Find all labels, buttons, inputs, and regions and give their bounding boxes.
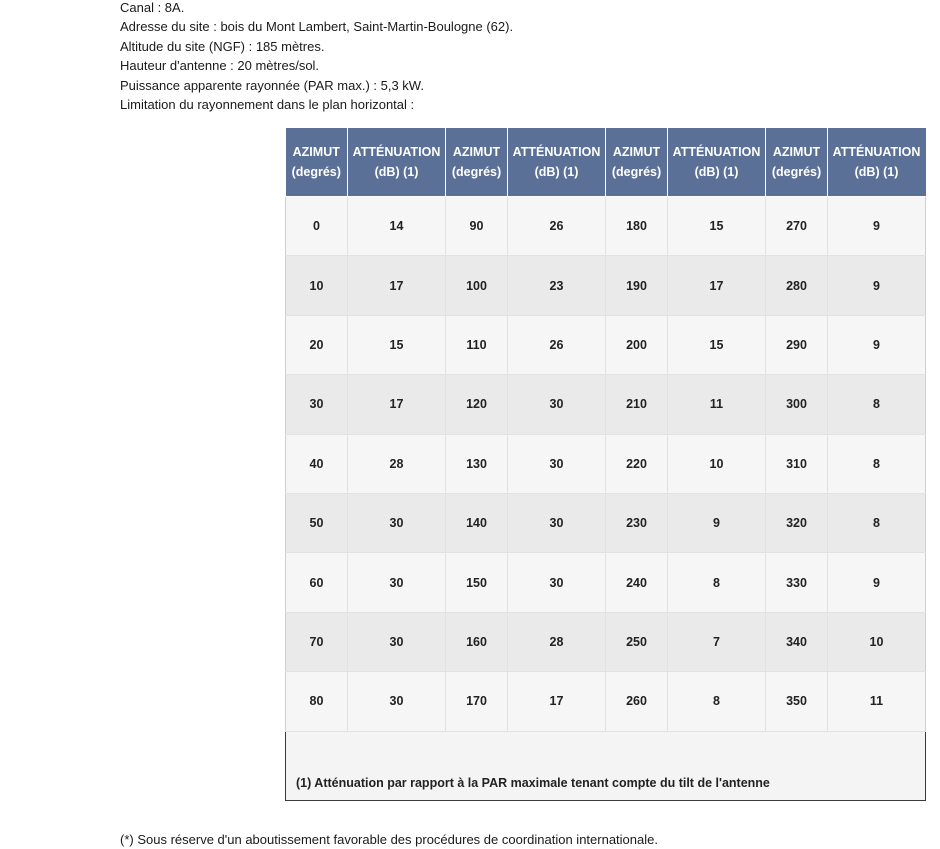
attenuation-cell: 28 bbox=[348, 434, 446, 493]
header-unit: (degrés) bbox=[611, 165, 662, 179]
header-azimut bbox=[286, 128, 348, 197]
header-unit: (degrés) bbox=[291, 165, 341, 179]
azimut-cell: 290 bbox=[766, 315, 828, 374]
attenuation-cell: 8 bbox=[668, 672, 766, 731]
azimut-cell: 300 bbox=[766, 375, 828, 434]
info-canal: Canal : 8A. bbox=[120, 0, 185, 15]
attenuation-cell: 10 bbox=[828, 612, 926, 671]
attenuation-cell: 30 bbox=[508, 434, 606, 493]
attenuation-cell: 9 bbox=[828, 553, 926, 612]
azimut-cell: 140 bbox=[446, 493, 508, 552]
attenuation-cell: 30 bbox=[508, 493, 606, 552]
site-info bbox=[120, 0, 920, 114]
table-row bbox=[286, 197, 926, 256]
header-azimut bbox=[766, 128, 828, 197]
attenuation-cell: 9 bbox=[668, 493, 766, 552]
header-label: ATTÉNUATION bbox=[672, 145, 761, 159]
attenuation-cell: 8 bbox=[828, 493, 926, 552]
info-limitation: Limitation du rayonnement dans le plan horizontal : bbox=[120, 96, 415, 112]
table-footer bbox=[286, 731, 926, 800]
attenuation-cell: 30 bbox=[348, 672, 446, 731]
header-unit: (dB) (1) bbox=[694, 165, 739, 179]
azimut-cell: 210 bbox=[606, 375, 668, 434]
azimut-cell: 350 bbox=[766, 672, 828, 731]
header-label: AZIMUT bbox=[452, 145, 501, 159]
azimut-cell: 170 bbox=[446, 672, 508, 731]
azimut-cell: 150 bbox=[446, 553, 508, 612]
note-row bbox=[286, 731, 926, 800]
azimut-cell: 130 bbox=[446, 434, 508, 493]
attenuation-cell: 8 bbox=[828, 434, 926, 493]
attenuation-cell: 15 bbox=[668, 197, 766, 256]
azimut-cell: 0 bbox=[286, 197, 348, 256]
header-label: ATTÉNUATION bbox=[352, 145, 441, 159]
azimut-cell: 100 bbox=[446, 256, 508, 315]
azimut-cell: 260 bbox=[606, 672, 668, 731]
info-altitude: Altitude du site (NGF) : 185 mètres. bbox=[120, 38, 325, 54]
header-unit: (degrés) bbox=[771, 165, 822, 179]
azimut-cell: 110 bbox=[446, 315, 508, 374]
azimut-cell: 280 bbox=[766, 256, 828, 315]
azimut-cell: 30 bbox=[286, 375, 348, 434]
header-label: AZIMUT bbox=[292, 145, 340, 159]
table-row bbox=[286, 672, 926, 731]
info-hauteur-antenne: Hauteur d'antenne : 20 mètres/sol. bbox=[120, 58, 320, 74]
azimut-cell: 10 bbox=[286, 256, 348, 315]
azimut-cell: 80 bbox=[286, 672, 348, 731]
footnote: (*) Sous réserve d'un aboutissement favorable des procédures de coordination internationale. bbox=[120, 832, 658, 847]
header-attenuation bbox=[668, 128, 766, 197]
header-label: ATTÉNUATION bbox=[832, 145, 921, 159]
attenuation-cell: 28 bbox=[508, 612, 606, 671]
table-row bbox=[286, 256, 926, 315]
attenuation-cell: 11 bbox=[828, 672, 926, 731]
azimut-cell: 330 bbox=[766, 553, 828, 612]
table-row bbox=[286, 612, 926, 671]
table-row bbox=[286, 375, 926, 434]
table-row bbox=[286, 553, 926, 612]
azimut-cell: 230 bbox=[606, 493, 668, 552]
attenuation-cell: 17 bbox=[348, 256, 446, 315]
attenuation-cell: 30 bbox=[508, 553, 606, 612]
info-adresse: Adresse du site : bois du Mont Lambert, Saint-Martin-Boulogne (62). bbox=[120, 19, 514, 35]
attenuation-cell: 15 bbox=[668, 315, 766, 374]
azimut-cell: 160 bbox=[446, 612, 508, 671]
header-unit: (dB) (1) bbox=[534, 165, 579, 179]
attenuation-cell: 9 bbox=[828, 256, 926, 315]
attenuation-table-container bbox=[285, 128, 925, 801]
attenuation-cell: 15 bbox=[348, 315, 446, 374]
attenuation-table bbox=[285, 128, 926, 801]
attenuation-cell: 30 bbox=[348, 612, 446, 671]
azimut-cell: 60 bbox=[286, 553, 348, 612]
attenuation-cell: 30 bbox=[508, 375, 606, 434]
attenuation-cell: 17 bbox=[348, 375, 446, 434]
header-unit: (dB) (1) bbox=[374, 165, 419, 179]
attenuation-cell: 14 bbox=[348, 197, 446, 256]
attenuation-cell: 8 bbox=[828, 375, 926, 434]
azimut-cell: 240 bbox=[606, 553, 668, 612]
attenuation-cell: 30 bbox=[348, 493, 446, 552]
azimut-cell: 20 bbox=[286, 315, 348, 374]
table-note: (1) Atténuation par rapport à la PAR maximale tenant compte du tilt de l'antenne bbox=[286, 731, 926, 800]
azimut-cell: 250 bbox=[606, 612, 668, 671]
attenuation-cell: 11 bbox=[668, 375, 766, 434]
header-label: AZIMUT bbox=[612, 145, 661, 159]
header-attenuation bbox=[348, 128, 446, 197]
table-body bbox=[286, 197, 926, 732]
azimut-cell: 50 bbox=[286, 493, 348, 552]
azimut-cell: 310 bbox=[766, 434, 828, 493]
azimut-cell: 220 bbox=[606, 434, 668, 493]
azimut-cell: 320 bbox=[766, 493, 828, 552]
azimut-cell: 270 bbox=[766, 197, 828, 256]
azimut-cell: 180 bbox=[606, 197, 668, 256]
table-row bbox=[286, 434, 926, 493]
attenuation-cell: 17 bbox=[508, 672, 606, 731]
attenuation-cell: 26 bbox=[508, 315, 606, 374]
azimut-cell: 40 bbox=[286, 434, 348, 493]
header-azimut bbox=[446, 128, 508, 197]
header-attenuation bbox=[508, 128, 606, 197]
azimut-cell: 120 bbox=[446, 375, 508, 434]
azimut-cell: 90 bbox=[446, 197, 508, 256]
attenuation-cell: 9 bbox=[828, 197, 926, 256]
info-puissance: Puissance apparente rayonnée (PAR max.) : 5,3 kW. bbox=[120, 77, 424, 93]
azimut-cell: 70 bbox=[286, 612, 348, 671]
attenuation-cell: 7 bbox=[668, 612, 766, 671]
azimut-cell: 200 bbox=[606, 315, 668, 374]
header-azimut bbox=[606, 128, 668, 197]
attenuation-cell: 9 bbox=[828, 315, 926, 374]
header-attenuation bbox=[828, 128, 926, 197]
header-row bbox=[286, 128, 926, 197]
attenuation-cell: 17 bbox=[668, 256, 766, 315]
header-unit: (dB) (1) bbox=[854, 165, 899, 179]
table-row bbox=[286, 315, 926, 374]
table-header bbox=[286, 128, 926, 197]
attenuation-cell: 10 bbox=[668, 434, 766, 493]
azimut-cell: 340 bbox=[766, 612, 828, 671]
header-unit: (degrés) bbox=[451, 165, 502, 179]
attenuation-cell: 23 bbox=[508, 256, 606, 315]
attenuation-cell: 30 bbox=[348, 553, 446, 612]
header-label: ATTÉNUATION bbox=[512, 145, 601, 159]
attenuation-cell: 8 bbox=[668, 553, 766, 612]
header-label: AZIMUT bbox=[772, 145, 821, 159]
azimut-cell: 190 bbox=[606, 256, 668, 315]
attenuation-cell: 26 bbox=[508, 197, 606, 256]
table-row bbox=[286, 493, 926, 552]
